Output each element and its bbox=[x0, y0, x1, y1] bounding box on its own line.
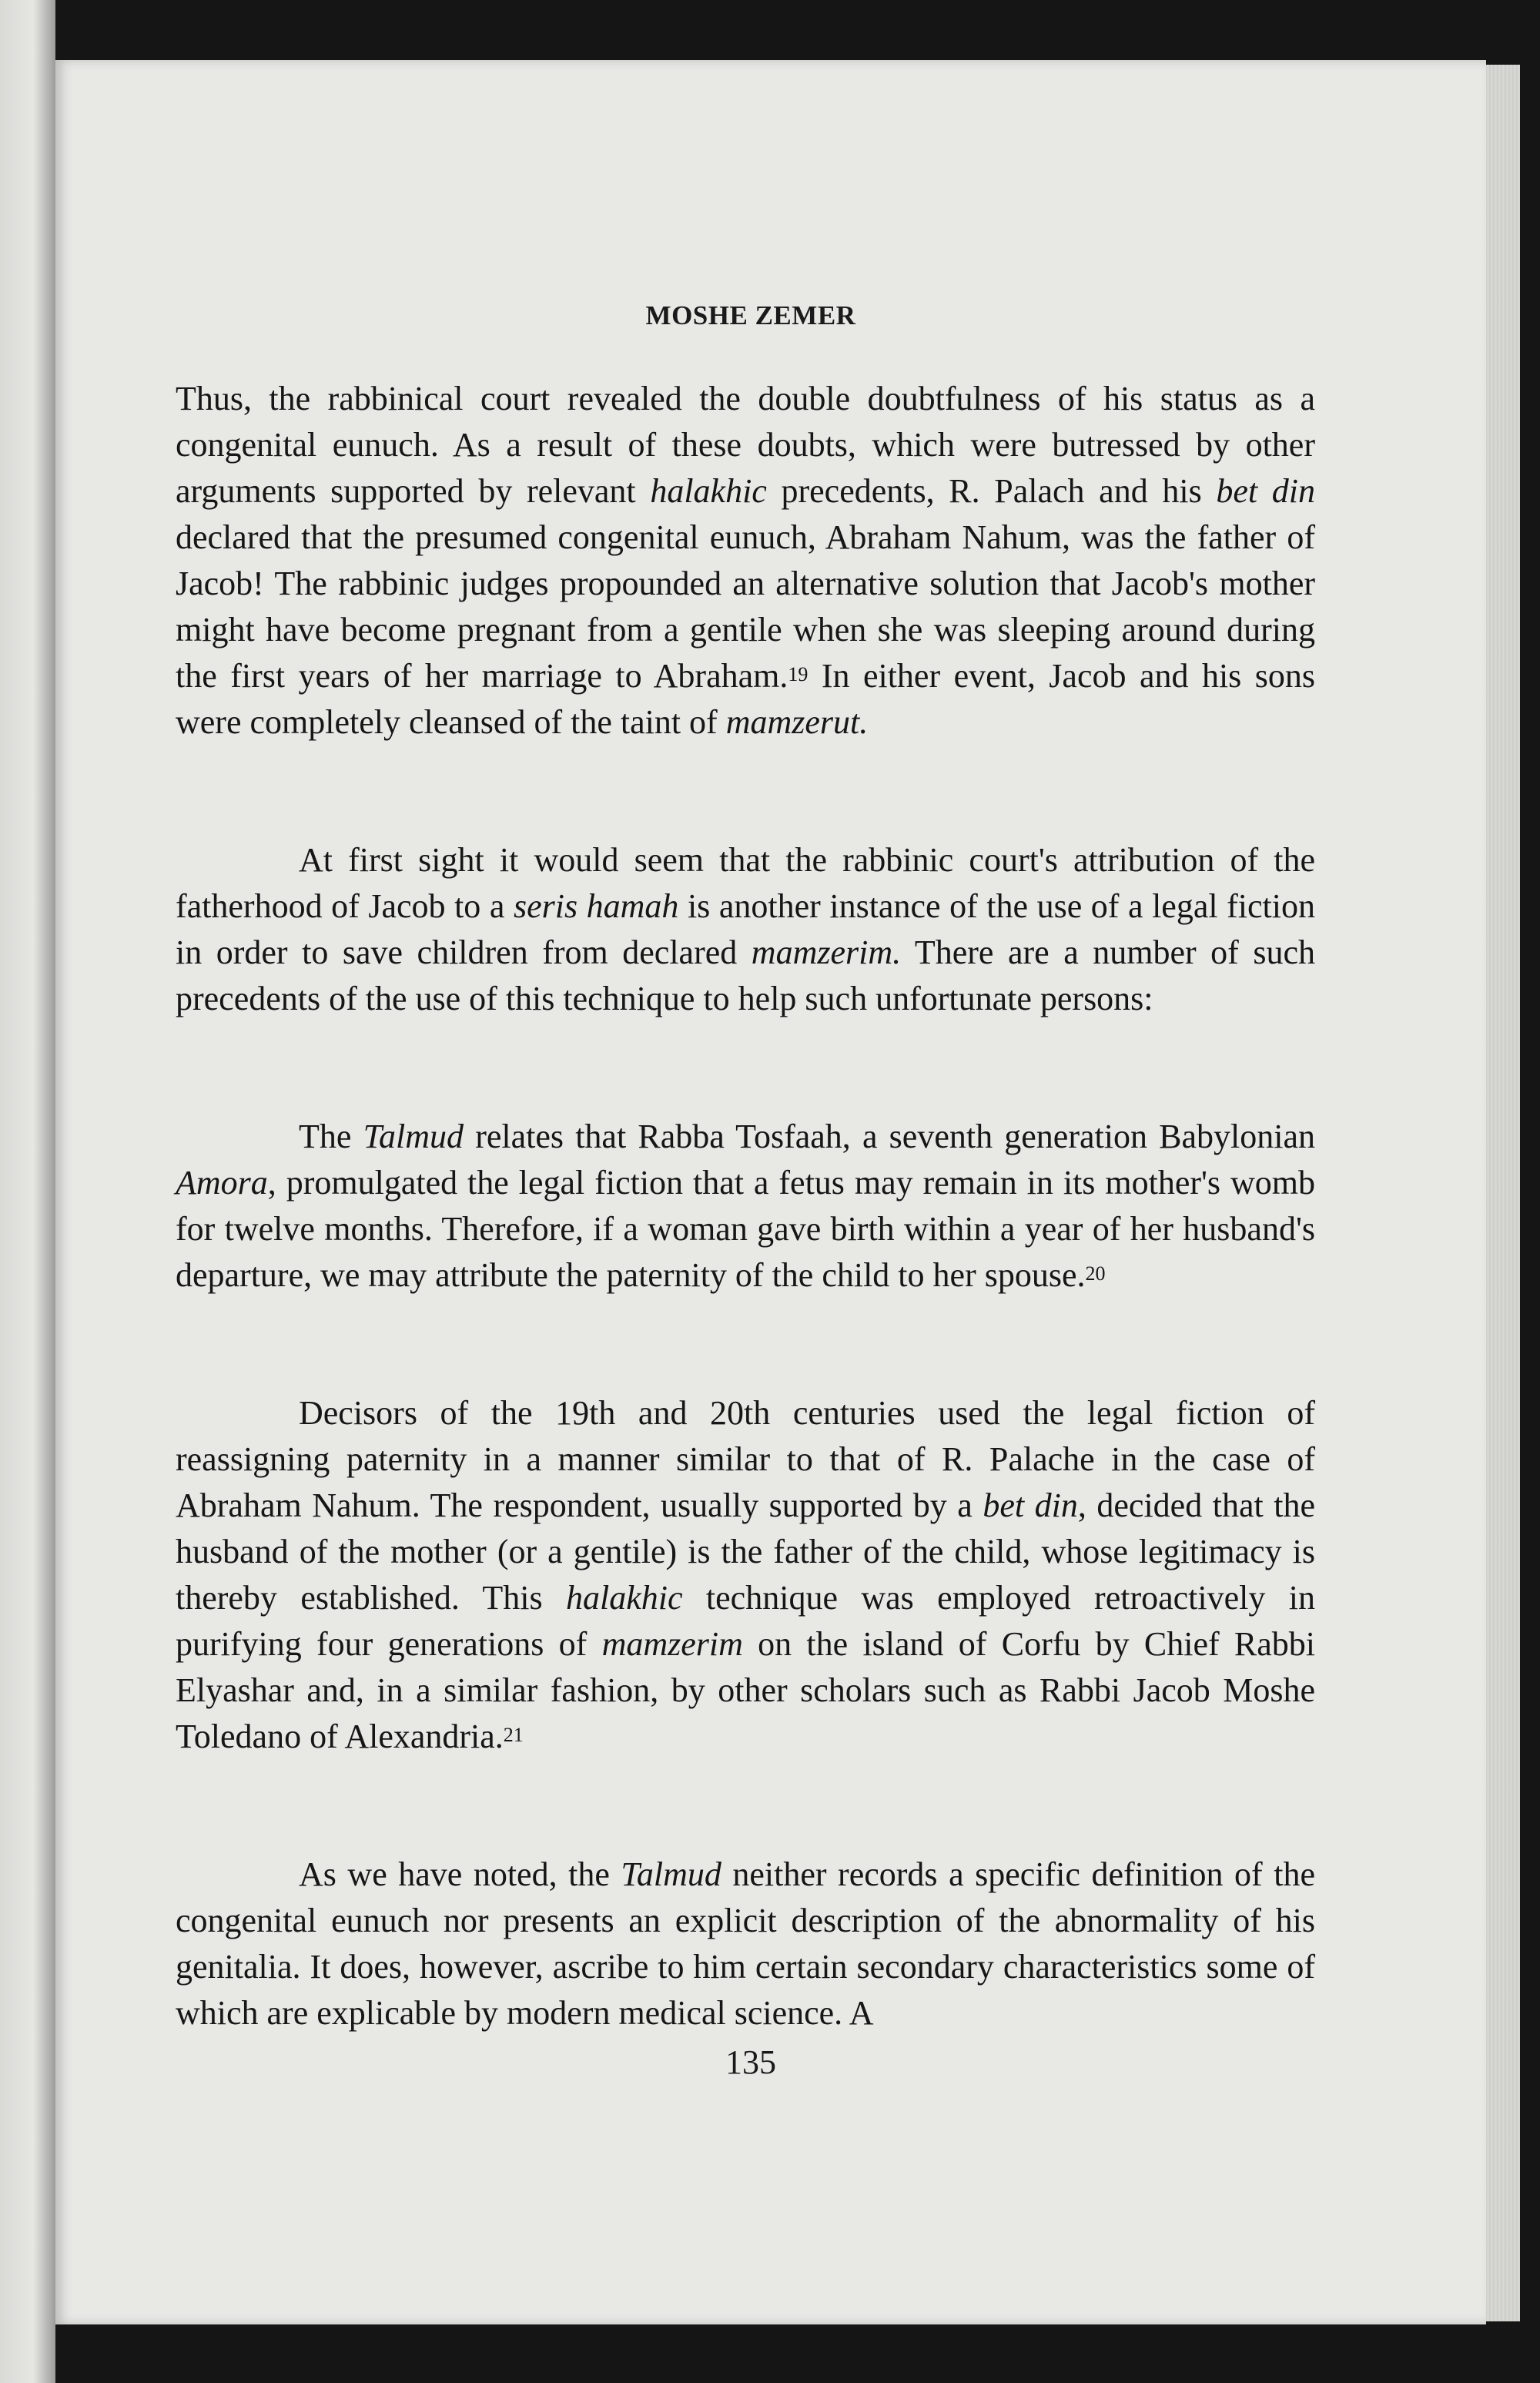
text-run: In either event, Jacob and his sons were completely cleansed of the taint of bbox=[176, 657, 1315, 741]
text-run: is another instance of the use of a legal fiction in order to save children from declared bbox=[176, 887, 1315, 971]
paragraph-2 bbox=[176, 837, 1315, 1022]
text-run: , promulgated the legal fiction that a fetus may remain in its mother's womb for twelve months. Therefore, if a woman gave birth within a year of her husband's departure, we may attribute the paternity of the child to her spouse. bbox=[176, 1164, 1315, 1294]
italic-term: bet din bbox=[1216, 472, 1315, 510]
text-run: declared that the presumed congenital eunuch, Abraham Nahum, was the father of Jacob! The rabbinic judges propounded an alternative solution that Jacob's mother might have become pregnant from a gentile when she was sleeping around during the first years of her marriage to Abraham. bbox=[176, 518, 1315, 695]
italic-term: halakhic bbox=[566, 1579, 683, 1617]
text-run: The bbox=[299, 1118, 363, 1155]
text-run: At first sight it would seem that the rabbinic court's attribution of the fatherhood of Jacob to a bbox=[176, 841, 1315, 925]
text-run: on the island of Corfu by Chief Rabbi Elyashar and, in a similar fashion, by other scholars such as Rabbi Jacob Moshe Toledano of Alexandria. bbox=[176, 1625, 1316, 1755]
running-header: MOSHE ZEMER bbox=[645, 300, 856, 330]
text-run: neither records a specific definition of the congenital eunuch nor presents an explicit description of the abnormality of his genitalia. It does, however, ascribe to him certain secondary characteristics some of which are explicable by modern medical science. A bbox=[176, 1855, 1315, 2032]
italic-term: seris hamah bbox=[513, 887, 679, 925]
footnote-ref: 19 bbox=[788, 663, 808, 685]
paragraph-5 bbox=[176, 1852, 1315, 2036]
italic-term: bet din bbox=[983, 1486, 1078, 1524]
paragraph-3 bbox=[176, 1114, 1315, 1299]
italic-term: halakhic bbox=[650, 472, 767, 510]
italic-term: mamzerim bbox=[601, 1625, 743, 1663]
italic-term: Talmud bbox=[363, 1118, 464, 1155]
text-run: technique was employed retroactively in purifying four generations of bbox=[176, 1579, 1315, 1663]
text-run: precedents, R. Palach and his bbox=[766, 472, 1217, 510]
footnote-ref: 20 bbox=[1085, 1262, 1106, 1285]
italic-term: Amora bbox=[176, 1164, 268, 1202]
text-run: relates that Rabba Tosfaah, a seventh generation Babylonian bbox=[464, 1118, 1315, 1155]
italic-term: Talmud bbox=[621, 1855, 721, 1893]
body-text bbox=[176, 376, 1315, 2036]
text-run: , decided that the husband of the mother (or a gentile) is the father of the child, whose legitimacy is thereby established. This bbox=[176, 1486, 1316, 1617]
italic-term: mamzerut. bbox=[725, 703, 869, 741]
text-run: Thus, the rabbinical court revealed the double doubtfulness of his status as a congenital eunuch. As a result of these doubts, which were butressed by other arguments supported by relevant bbox=[176, 380, 1315, 510]
text-run: As we have noted, the bbox=[299, 1855, 621, 1893]
facing-page-edge bbox=[0, 0, 55, 2383]
paragraph-4 bbox=[176, 1390, 1315, 1760]
page-number: 135 bbox=[725, 2043, 776, 2081]
paragraph-1 bbox=[176, 376, 1315, 746]
page-stack-edge bbox=[1486, 65, 1520, 2321]
text-run: Decisors of the 19th and 20th centuries used the legal fiction of reassigning paternity in a manner similar to that of R. Palache in the case of Abraham Nahum. The respondent, usually supported by a bbox=[176, 1394, 1315, 1524]
footnote-ref: 21 bbox=[503, 1724, 524, 1746]
italic-term: mamzerim. bbox=[751, 933, 902, 971]
text-run: There are a number of such precedents of the use of this technique to help such unfortunate persons: bbox=[176, 933, 1315, 1017]
